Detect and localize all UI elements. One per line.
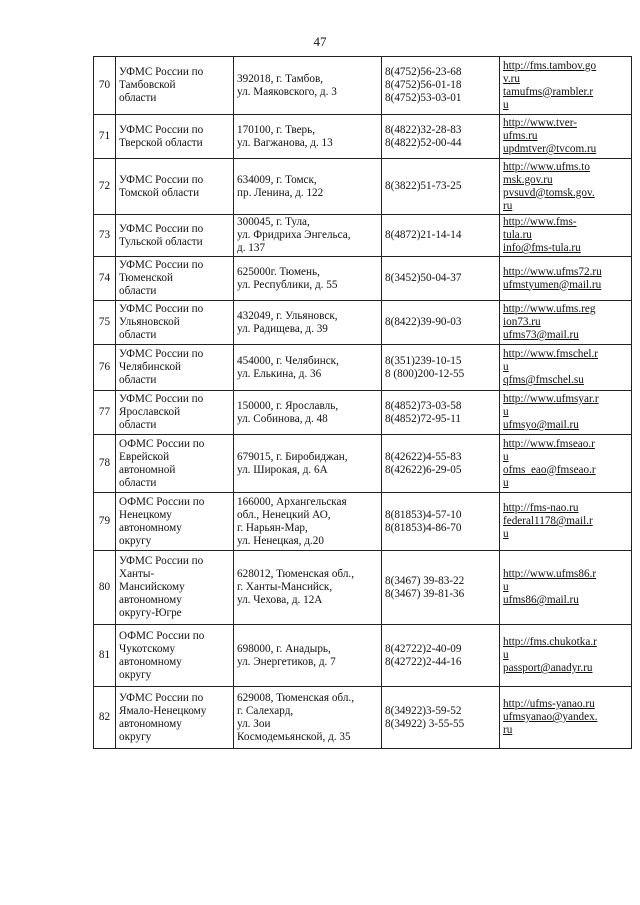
office-name-line: Тверской области [119, 136, 203, 149]
contact-link[interactable]: u [503, 450, 509, 463]
row-number-cell [94, 435, 116, 493]
phone-number: 8(34922)3-59-52 [385, 704, 462, 717]
office-name-cell [116, 345, 234, 391]
contact-link[interactable]: ufmsyanao@yandex. [503, 711, 598, 723]
office-name-line: УФМС России по [119, 173, 204, 186]
address-line: 679015, г. Биробиджан, [237, 450, 348, 463]
office-name-line: Ямало-Ненецкому [119, 704, 207, 717]
phone-number: 8(4852)73-03-58 [385, 399, 462, 412]
phone-number: 8(3452)50-04-37 [385, 272, 462, 284]
contact-link[interactable]: ru [503, 199, 513, 212]
office-name-cell [116, 301, 234, 345]
address-line: ул. Энергетиков, д. 7 [237, 655, 336, 668]
address-line: ул. Зои [237, 717, 271, 730]
row-number: 77 [98, 406, 111, 418]
contact-links-cell [500, 493, 632, 551]
office-name-line: Ненецкому [119, 508, 172, 521]
row-number: 70 [98, 79, 111, 91]
office-name-line: округу [119, 730, 152, 743]
address-cell [234, 625, 382, 687]
address-line: ул. Вагжанова, д. 13 [237, 136, 333, 149]
address-cell [234, 159, 382, 215]
phone-number: 8(351)239-10-15 [385, 354, 462, 367]
office-name-cell [116, 435, 234, 493]
phone-cell [382, 115, 500, 159]
row-number: 81 [98, 649, 111, 661]
phone-number: 8(4752)53-03-01 [385, 92, 462, 104]
office-name-line: ОФМС России по [119, 495, 205, 508]
address-line: 166000, Архангельская [237, 495, 347, 508]
address-line: ул. Широкая, д. 6А [237, 463, 328, 476]
phone-number: 8(42722)2-44-16 [385, 655, 462, 668]
office-name-line: области [119, 374, 157, 386]
table-row [94, 687, 632, 749]
contact-link[interactable]: u [503, 581, 509, 593]
contact-link[interactable]: http://ufms-yanao.ru [503, 698, 595, 710]
office-name-line: округу [119, 534, 152, 547]
office-name-line: Ханты- [119, 568, 155, 580]
contact-link[interactable]: u [503, 98, 509, 111]
contact-link[interactable]: v.ru [503, 72, 520, 85]
office-name-line: Челябинской [119, 361, 182, 373]
phone-cell [382, 435, 500, 493]
office-name-line: УФМС России по [119, 259, 204, 271]
phone-number: 8(42622)6-29-05 [385, 463, 462, 476]
contact-link[interactable]: u [503, 406, 509, 418]
address-cell [234, 257, 382, 301]
table-row [94, 493, 632, 551]
office-name-line: автономному [119, 655, 182, 668]
table-row [94, 345, 632, 391]
phone-number: 8(3467) 39-83-22 [385, 574, 465, 587]
row-number: 76 [98, 361, 111, 373]
address-line: 432049, г. Ульяновск, [237, 309, 338, 322]
office-name-line: УФМС России по [119, 222, 204, 235]
address-cell [234, 391, 382, 435]
table-row [94, 391, 632, 435]
contact-link[interactable]: http://www.fmseao.r [503, 437, 595, 450]
office-name-line: Ульяновской [119, 316, 180, 328]
row-number: 82 [98, 711, 111, 723]
contact-link[interactable]: federal1178@mail.r [503, 515, 593, 527]
contact-links-cell [500, 687, 632, 749]
office-name-line: автономному [119, 521, 182, 534]
address-line: 454000, г. Челябинск, [237, 354, 339, 367]
address-cell [234, 115, 382, 159]
phone-cell [382, 57, 500, 115]
row-number: 75 [98, 316, 111, 328]
contact-link[interactable]: info@fms-tula.ru [503, 242, 581, 254]
table-row [94, 625, 632, 687]
table-row [94, 301, 632, 345]
contact-link[interactable]: ufms.ru [503, 130, 538, 142]
office-name-line: УФМС России по [119, 303, 204, 315]
contact-link[interactable]: ufmstyumen@mail.ru [503, 278, 602, 291]
address-line: обл., Ненецкий АО, [237, 508, 331, 521]
address-line: г. Ханты-Мансийск, [237, 581, 333, 593]
office-name-line: Ярославской [119, 406, 181, 418]
phone-number: 8(34922) 3-55-55 [385, 717, 465, 730]
office-name-line: округу [119, 668, 152, 681]
address-line: Космодемьянской, д. 35 [237, 730, 351, 743]
office-name-cell [116, 159, 234, 215]
contact-link[interactable]: http://www.ufms86.r [503, 568, 597, 580]
row-number: 72 [98, 180, 111, 192]
office-name-line: Тюменской [119, 272, 173, 284]
phone-cell [382, 159, 500, 215]
phone-number: 8(81853)4-57-10 [385, 508, 462, 521]
contact-link[interactable]: ru [503, 724, 513, 736]
address-line: ул. Елькина, д. 36 [237, 367, 322, 380]
address-line: д. 137 [237, 242, 266, 254]
address-cell [234, 551, 382, 625]
address-line: 629008, Тюменская обл., [237, 691, 354, 704]
office-name-cell [116, 57, 234, 115]
contact-links-cell [500, 215, 632, 257]
address-line: пр. Ленина, д. 122 [237, 186, 324, 199]
office-name-line: автономной [119, 463, 176, 476]
contact-links-cell [500, 115, 632, 159]
page-number: 47 [313, 34, 327, 49]
contact-links-cell [500, 301, 632, 345]
address-cell [234, 493, 382, 551]
office-name-line: Томской области [119, 186, 200, 199]
phone-cell [382, 625, 500, 687]
office-name-cell [116, 687, 234, 749]
office-name-line: области [119, 92, 157, 104]
office-name-cell [116, 391, 234, 435]
contact-link[interactable]: http://www.ufmsyar.r [503, 393, 599, 405]
contact-link[interactable]: http://www.tver- [503, 117, 577, 129]
phone-number: 8(42622)4-55-83 [385, 450, 462, 463]
contact-link[interactable]: http://www.ufms.to [503, 160, 590, 173]
row-number-cell [94, 391, 116, 435]
office-name-line: УФМС России по [119, 691, 204, 704]
contact-links-cell [500, 257, 632, 301]
contact-links-cell [500, 391, 632, 435]
address-line: ул. Республики, д. 55 [237, 278, 338, 291]
phone-cell [382, 215, 500, 257]
contact-link[interactable]: http://fms.tambov.go [503, 59, 597, 72]
phone-number: 8(4822)52-00-44 [385, 136, 462, 149]
row-number-cell [94, 493, 116, 551]
office-name-line: УФМС России по [119, 393, 204, 405]
row-number: 78 [98, 457, 111, 469]
office-name-cell [116, 257, 234, 301]
contact-link[interactable]: passport@anadyr.ru [503, 662, 593, 674]
address-cell [234, 215, 382, 257]
phone-number: 8(3822)51-73-25 [385, 180, 462, 192]
contact-links-cell [500, 551, 632, 625]
phone-cell [382, 301, 500, 345]
address-line: ул. Фридриха Энгельса, [237, 229, 351, 241]
contact-link[interactable]: http://www.ufms.reg [503, 303, 596, 315]
row-number-cell [94, 687, 116, 749]
office-name-line: автономному [119, 594, 182, 606]
phone-number: 8(42722)2-40-09 [385, 642, 462, 655]
office-name-line: Тамбовской [119, 79, 176, 91]
row-number-cell [94, 57, 116, 115]
address-line: 392018, г. Тамбов, [237, 72, 324, 85]
address-line: ул. Радищева, д. 39 [237, 322, 328, 335]
phone-cell [382, 687, 500, 749]
phone-number: 8(4752)56-01-18 [385, 79, 462, 91]
address-line: 698000, г. Анадырь, [237, 642, 331, 655]
contact-links-cell [500, 159, 632, 215]
office-name-line: Чукотскому [119, 642, 176, 655]
office-name-line: ОФМС России по [119, 437, 205, 450]
table-row [94, 215, 632, 257]
row-number: 71 [98, 130, 111, 142]
phone-number: 8(81853)4-86-70 [385, 521, 462, 534]
address-line: 150000, г. Ярославль, [237, 399, 339, 412]
phone-cell [382, 345, 500, 391]
row-number: 79 [98, 515, 111, 527]
row-number: 80 [98, 581, 111, 593]
address-cell [234, 435, 382, 493]
office-name-cell [116, 215, 234, 257]
office-name-cell [116, 625, 234, 687]
phone-number: 8(4852)72-95-11 [385, 412, 462, 425]
row-number: 73 [98, 229, 111, 241]
table-row [94, 551, 632, 625]
office-name-line: округу-Югре [119, 607, 182, 619]
contact-link[interactable]: http://fms-nao.ru [503, 502, 579, 514]
office-name-line: ОФМС России по [119, 629, 205, 642]
contact-link[interactable]: tula.ru [503, 229, 532, 241]
row-number-cell [94, 257, 116, 301]
contact-links-cell [500, 625, 632, 687]
contact-link[interactable]: http://www.fms- [503, 216, 577, 228]
address-cell [234, 345, 382, 391]
phone-number: 8 (800)200-12-55 [385, 367, 465, 380]
row-number-cell [94, 345, 116, 391]
contact-link[interactable]: ofms_eao@fmseao.r [503, 463, 596, 476]
contact-link[interactable]: http://www.ufms72.ru [503, 265, 602, 278]
contact-link[interactable]: u [503, 361, 509, 373]
address-line: ул. Собинова, д. 48 [237, 412, 328, 425]
address-line: 170100, г. Тверь, [237, 123, 316, 136]
address-cell [234, 301, 382, 345]
row-number-cell [94, 301, 116, 345]
office-name-line: УФМС России по [119, 66, 204, 78]
address-cell [234, 57, 382, 115]
row-number-cell [94, 159, 116, 215]
office-name-cell [116, 551, 234, 625]
office-name-line: Мансийскому [119, 581, 185, 593]
row-number: 74 [98, 272, 111, 284]
address-line: ул. Чехова, д. 12А [237, 594, 323, 606]
contact-link[interactable]: ion73.ru [503, 316, 541, 328]
row-number-cell [94, 215, 116, 257]
contact-link[interactable]: http://www.fmschel.r [503, 348, 598, 360]
table-row [94, 115, 632, 159]
phone-number: 8(8422)39-90-03 [385, 316, 462, 328]
row-number-cell [94, 625, 116, 687]
office-name-line: области [119, 285, 157, 297]
contact-link[interactable]: qfms@fmschel.su [503, 374, 584, 386]
office-name-line: автономному [119, 717, 182, 730]
office-name-line: области [119, 476, 157, 489]
table-row [94, 257, 632, 301]
contact-links-cell [500, 57, 632, 115]
contact-link[interactable]: tamufms@rambler.r [503, 85, 594, 98]
contact-link[interactable]: http://fms.chukotka.r [503, 636, 597, 648]
fms-offices-table [93, 56, 632, 749]
address-line: 634009, г. Томск, [237, 173, 317, 186]
office-name-line: Тульской области [119, 235, 203, 248]
office-name-line: УФМС России по [119, 555, 204, 567]
contact-links-cell [500, 345, 632, 391]
row-number-cell [94, 115, 116, 159]
address-line: 628012, Тюменская обл., [237, 568, 354, 580]
phone-number: 8(4752)56-23-68 [385, 66, 462, 78]
phone-cell [382, 551, 500, 625]
address-line: г. Нарьян-Мар, [237, 521, 308, 534]
table-row [94, 435, 632, 493]
phone-number: 8(3467) 39-81-36 [385, 587, 465, 600]
contact-link[interactable]: u [503, 476, 509, 489]
contact-link[interactable]: ufms86@mail.ru [503, 594, 579, 606]
contact-link[interactable]: u [503, 649, 509, 661]
address-line: ул. Маяковского, д. 3 [237, 85, 337, 98]
office-name-line: УФМС России по [119, 348, 204, 360]
contact-link[interactable]: ufms73@mail.ru [503, 329, 579, 341]
address-line: г. Салехард, [237, 704, 294, 717]
phone-cell [382, 391, 500, 435]
office-name-line: области [119, 419, 157, 431]
office-name-cell [116, 115, 234, 159]
phone-number: 8(4872)21-14-14 [385, 229, 462, 241]
row-number-cell [94, 551, 116, 625]
table-row [94, 159, 632, 215]
phone-cell [382, 257, 500, 301]
address-line: ул. Ненецкая, д.20 [237, 534, 324, 547]
office-name-cell [116, 493, 234, 551]
office-name-line: Еврейской [119, 450, 170, 463]
address-line: 625000г. Тюмень, [237, 265, 320, 278]
address-line: 300045, г. Тула, [237, 216, 310, 228]
phone-cell [382, 493, 500, 551]
table-row [94, 57, 632, 115]
office-name-line: УФМС России по [119, 123, 204, 136]
address-cell [234, 687, 382, 749]
contact-links-cell [500, 435, 632, 493]
contact-link[interactable]: ufmsyo@mail.ru [503, 419, 579, 431]
contact-link[interactable]: pvsuvd@tomsk.gov. [503, 186, 595, 199]
contact-link[interactable]: msk.gov.ru [503, 173, 553, 186]
office-name-line: области [119, 329, 157, 341]
phone-number: 8(4822)32-28-83 [385, 123, 462, 136]
contact-link[interactable]: u [503, 528, 509, 540]
contact-link[interactable]: updmtver@tvcom.ru [503, 143, 597, 155]
